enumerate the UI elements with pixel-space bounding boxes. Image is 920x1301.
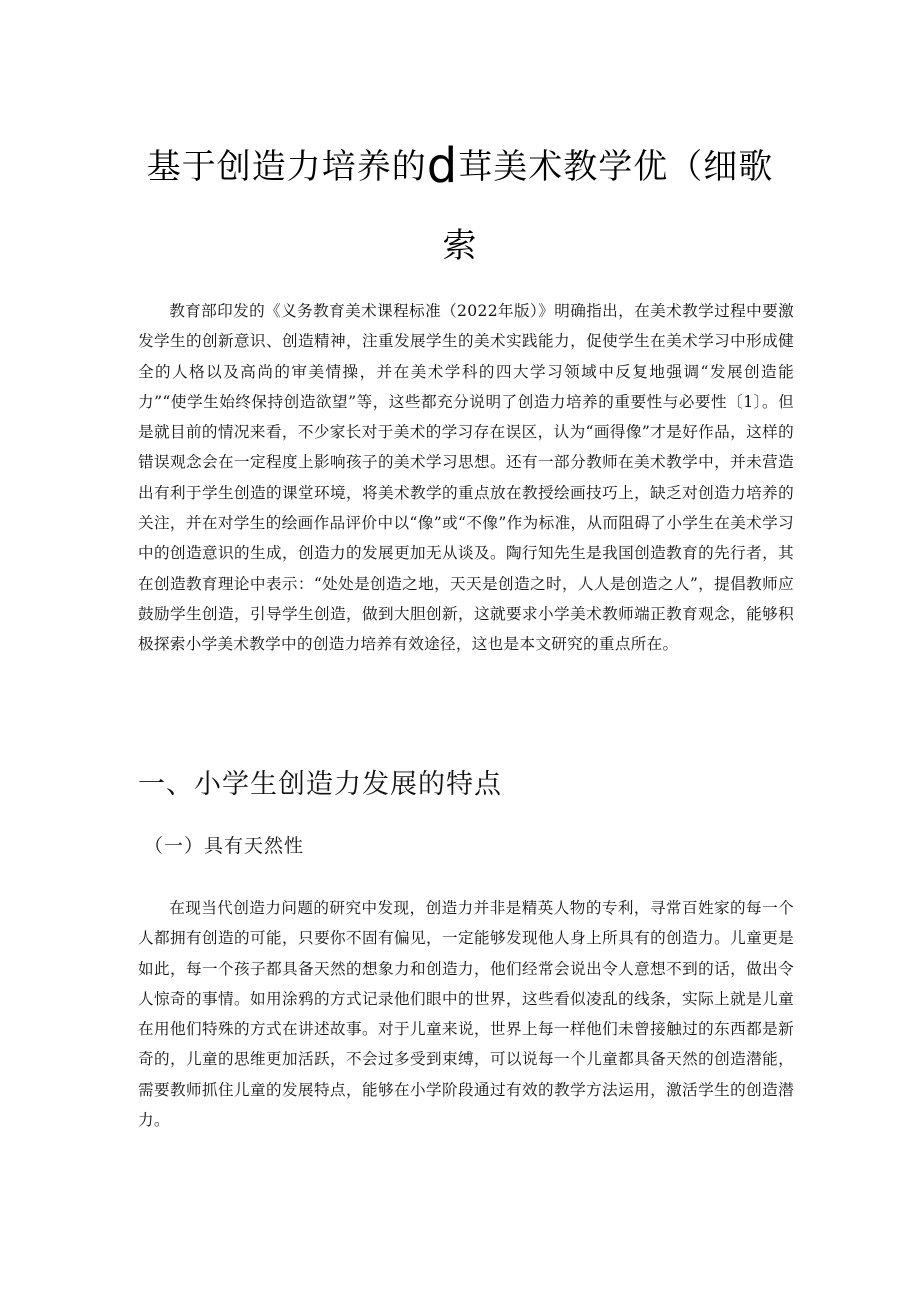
body-paragraph: 在现当代创造力问题的研究中发现，创造力并非是精英人物的专利，寻常百姓家的每一个人都拥有创造的可能，只要你不固有偏见，一定能够发现他人身上所具有的创造力。儿童更是如此，每一个孩子都具备天然的想象力和创造力，他们经常会说出令人意想不到的话，做出令人惊奇的事情。如用涂鸦的方式记录他们眼中的世界，这些看似凌乱的线条，实际上就是儿童在用他们特殊的方式在讲述故事。对于儿童来说，世界上每一样他们未曾接触过的东西都是新奇的，儿童的思维更加活跃，不会过多受到束缚，可以说每一个儿童都具备天然的创造潜能，需要教师抓住儿童的发展特点，能够在小学阶段通过有效的教学方法运用，激活学生的创造潜力。 [138,899,794,1130]
section-heading: 一、小学生创造力发展的特点 [138,769,502,800]
document-title-line-2: 索 [442,226,478,266]
document-title-line-1 [120,138,800,194]
title-text-a: 基于创造力培养的 [146,147,427,187]
title-text-d: d [426,138,459,194]
title-text-b: 茸美术教学优（细歌 [458,147,774,187]
subsection-heading: （一）具有天然性 [144,835,305,857]
intro-paragraph: 教育部印发的《义务教育美术课程标准（2022年版）》明确指出，在美术教学过程中要激发学生的创新意识、创造精神，注重发展学生的美术实践能力，促使学生在美术学习中形成健全的人格以及高尚的审美情操，并在美术学科的四大学习领域中反复地强调“发展创造能力”“使学生始终保持创造欲望”等，这些都充分说明了创造力培养的重要性与必要性〔1〕。但是就目前的情况来看，不少家长对于美术的学习存在误区，认为“画得像”才是好作品，这样的错误观念会在一定程度上影响孩子的美术学习思想。还有一部分教师在美术教学中，并未营造出有利于学生创造的课堂环境，将美术教学的重点放在教授绘画技巧上，缺乏对创造力培养的关注，并在对学生的绘画作品评价中以“像”或“不像”作为标准，从而阻碍了小学生在美术学习中的创造意识的生成，创造力的发展更加无从谈及。陶行知先生是我国创造教育的先行者，其在创造教育理论中表示：“处处是创造之地，天天是创造之时，人人是创造之人”，提倡教师应鼓励学生创造，引导学生创造，做到大胆创新，这就要求小学美术教师端正教育观念，能够积极探索小学美术教学中的创造力培养有效途径，这也是本文研究的重点所在。 [138,302,794,654]
